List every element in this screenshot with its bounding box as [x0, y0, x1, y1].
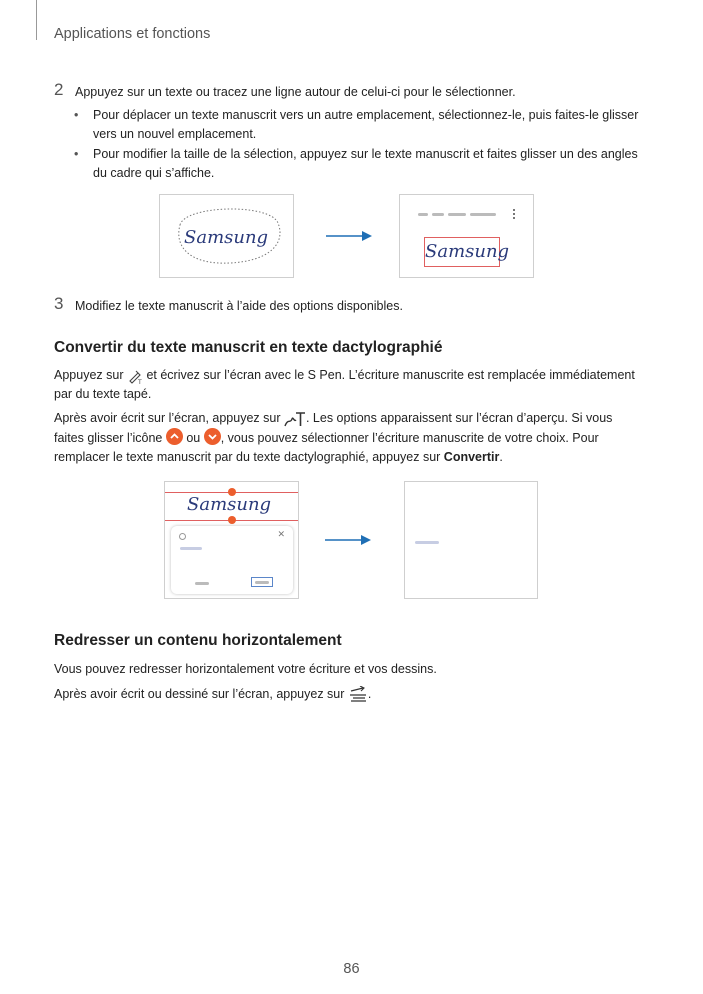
handle-down [228, 516, 236, 524]
convert-label: Convertir [443, 450, 500, 464]
svg-text:T: T [137, 378, 142, 384]
handwritten-word: Samsung [184, 227, 269, 248]
text-run: et écrivez sur l’écran avec le S Pen. L’écriture manuscrite est remplacée immédiatement par du texte tapé. [54, 368, 635, 401]
figure-conversion-preview [164, 481, 299, 599]
typed-text [415, 541, 439, 544]
step-2 [54, 80, 647, 101]
convert-paragraph-1 [54, 366, 645, 404]
section-title-straighten: Redresser un contenu horizontalement [54, 632, 342, 649]
step-number: 3 [54, 294, 64, 313]
text-run: . [367, 687, 372, 701]
right-arrow-icon [325, 533, 373, 547]
text-run: Après avoir écrit sur l’écran, appuyez sur [54, 411, 284, 425]
section-title-convert: Convertir du texte manuscrit en texte dactylographié [54, 339, 443, 356]
straighten-paragraph-2 [54, 685, 645, 704]
chevron-up-icon [166, 428, 183, 445]
toolbar-option [448, 213, 466, 216]
preview-text [180, 547, 202, 550]
bullet-dot: • [74, 147, 79, 161]
close-icon: ✕ [277, 529, 285, 539]
text-run: . Les options apparaissent sur l’écran d’aperçu. Si vous faites glisser l’icône [54, 411, 613, 445]
preview-popup [171, 526, 293, 594]
popup-option [195, 582, 209, 585]
page-number: 86 [343, 961, 360, 977]
toolbar-option [470, 213, 496, 216]
toolbar-option [432, 213, 444, 216]
text-run: ou [182, 431, 204, 445]
straighten-paragraph-1: Vous pouvez redresser horizontalement votre écriture et vos dessins. [54, 662, 437, 676]
text-run: , vous pouvez sélectionner l’écriture manuscrite de votre choix. Pour remplacer le texte manuscrit par du texte dactylographié, appuyez sur [54, 431, 599, 464]
step-text: Modifiez le texte manuscrit à l’aide des options disponibles. [75, 299, 403, 313]
bullet-text: Pour modifier la taille de la sélection, appuyez sur le texte manuscrit et faites glisser un des angles du cadre qui s’affiche. [93, 147, 638, 180]
step-number: 2 [54, 80, 64, 99]
figure-selected-text [399, 194, 534, 278]
right-arrow-icon [326, 229, 374, 243]
convert-option-box [251, 577, 273, 587]
figure-converted-text [404, 481, 538, 599]
toolbar-option [418, 213, 428, 216]
pen-tool-icon [127, 368, 143, 384]
popup-icon [179, 533, 186, 540]
bullet-move [74, 106, 647, 144]
bullet-dot: • [74, 108, 79, 122]
popup-option [255, 581, 269, 584]
bullet-resize [74, 145, 647, 183]
header-title: Applications et fonctions [54, 26, 211, 42]
convert-paragraph-2 [54, 409, 645, 467]
handwritten-word: Samsung [187, 494, 272, 515]
text-run: Après avoir écrit ou dessiné sur l’écran, appuyez sur [54, 687, 348, 701]
header-rule [36, 0, 37, 40]
selection-frame [424, 237, 510, 267]
handwriting-options-icon [284, 410, 306, 428]
handwritten-word: Samsung [425, 241, 510, 262]
text-run: Appuyez sur [54, 368, 127, 382]
step-text: Appuyez sur un texte ou tracez une ligne autour de celui-ci pour le sélectionner. [75, 85, 516, 99]
text-run: . [499, 450, 503, 464]
figure-lasso-selection [159, 194, 294, 278]
more-options-icon [513, 209, 517, 219]
straighten-lines-icon [348, 686, 368, 704]
chevron-down-icon [204, 428, 221, 445]
step-3 [54, 294, 647, 315]
bullet-text: Pour déplacer un texte manuscrit vers un autre emplacement, sélectionnez-le, puis faites-le glisser vers un nouvel emplacement. [93, 108, 639, 141]
